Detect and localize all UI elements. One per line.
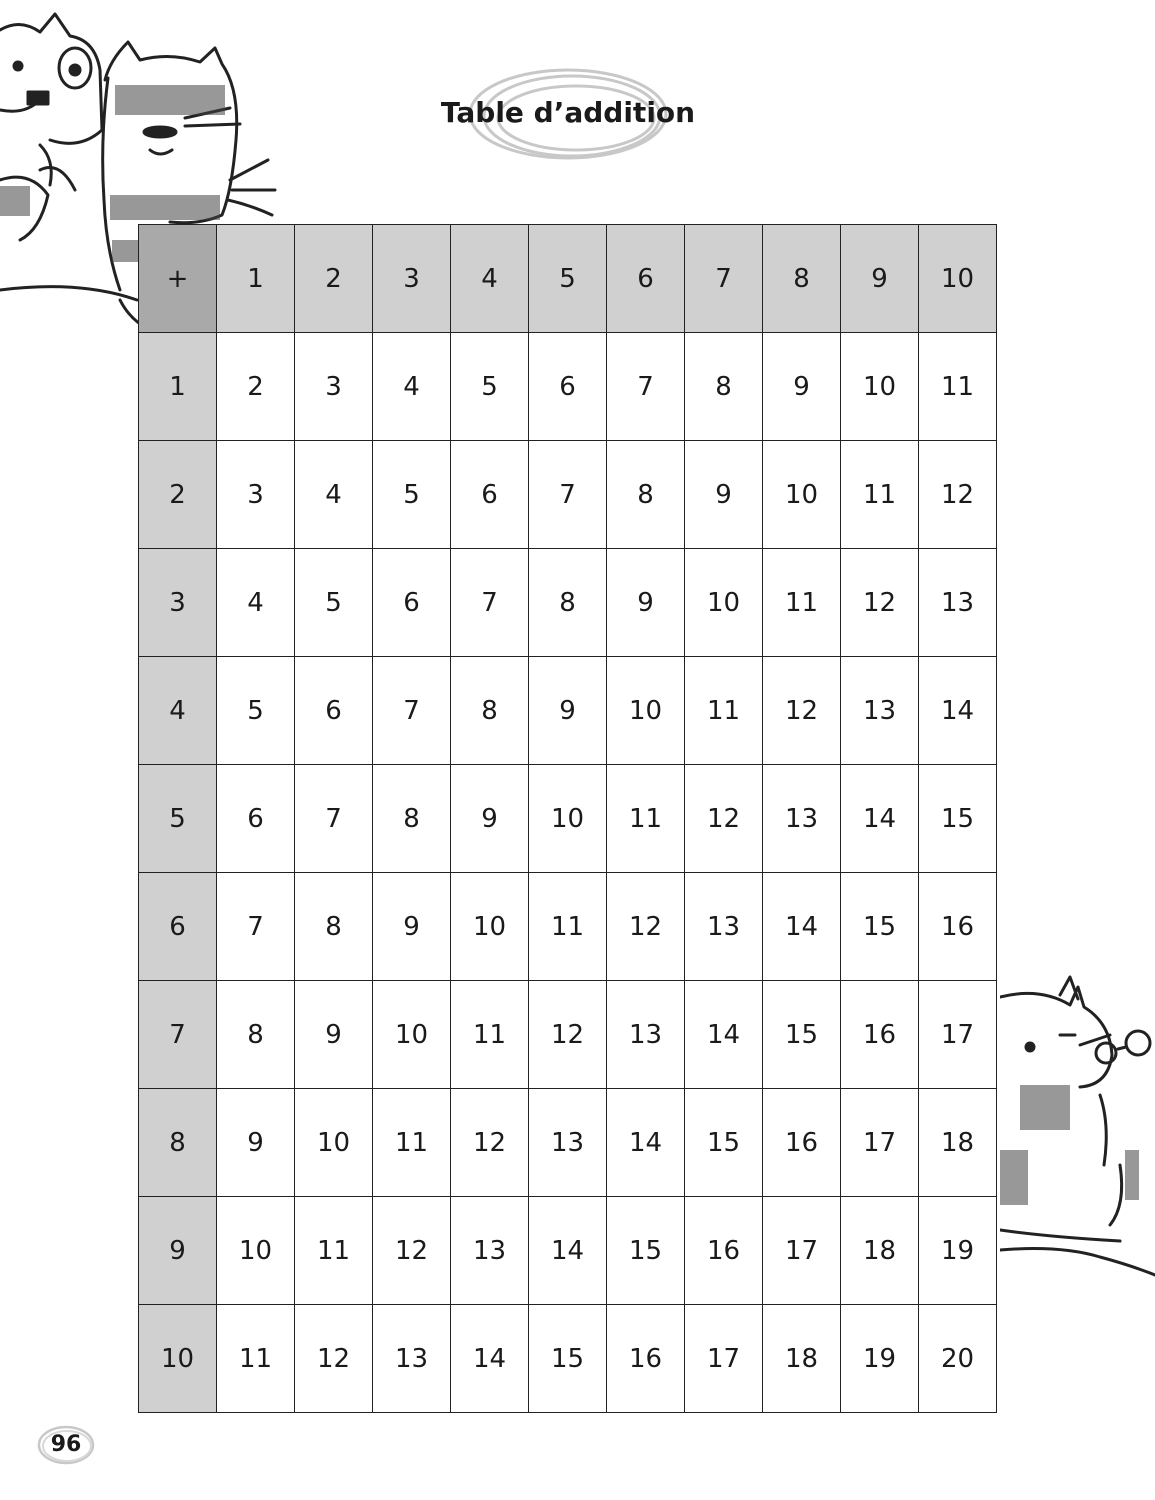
sum-cell: 11 [529,873,607,981]
sum-cell: 10 [607,657,685,765]
sum-cell: 9 [295,981,373,1089]
sum-cell: 17 [919,981,997,1089]
operator-cell: + [139,225,217,333]
sum-cell: 10 [451,873,529,981]
sum-cell: 10 [373,981,451,1089]
sum-cell: 9 [763,333,841,441]
column-header-cell: 3 [373,225,451,333]
sum-cell: 10 [685,549,763,657]
sum-cell: 7 [451,549,529,657]
sum-cell: 4 [373,333,451,441]
sum-cell: 12 [841,549,919,657]
sum-cell: 10 [763,441,841,549]
page-number: 96 [50,1432,82,1457]
row-header-cell: 1 [139,333,217,441]
column-header-cell: 5 [529,225,607,333]
sum-cell: 4 [295,441,373,549]
sum-cell: 11 [451,981,529,1089]
sum-cell: 11 [919,333,997,441]
sum-cell: 12 [451,1089,529,1197]
sum-cell: 13 [373,1305,451,1413]
sum-cell: 12 [373,1197,451,1305]
sum-cell: 13 [763,765,841,873]
column-header-cell: 9 [841,225,919,333]
sum-cell: 10 [529,765,607,873]
row-header-cell: 2 [139,441,217,549]
sum-cell: 10 [295,1089,373,1197]
sum-cell: 7 [373,657,451,765]
sum-cell: 16 [841,981,919,1089]
sum-cell: 17 [763,1197,841,1305]
sum-cell: 5 [373,441,451,549]
sum-cell: 12 [295,1305,373,1413]
sum-cell: 17 [685,1305,763,1413]
table-row [139,333,997,441]
sum-cell: 12 [529,981,607,1089]
sum-cell: 18 [763,1305,841,1413]
sum-cell: 8 [295,873,373,981]
column-header-cell: 10 [919,225,997,333]
table-row [139,981,997,1089]
sum-cell: 20 [919,1305,997,1413]
row-header-cell: 5 [139,765,217,873]
sum-cell: 6 [529,333,607,441]
sum-cell: 15 [529,1305,607,1413]
sum-cell: 9 [685,441,763,549]
sum-cell: 7 [607,333,685,441]
sum-cell: 14 [763,873,841,981]
sum-cell: 14 [529,1197,607,1305]
sum-cell: 19 [841,1305,919,1413]
sum-cell: 12 [919,441,997,549]
sum-cell: 16 [685,1197,763,1305]
sum-cell: 13 [607,981,685,1089]
sum-cell: 6 [295,657,373,765]
sum-cell: 7 [295,765,373,873]
column-header-cell: 2 [295,225,373,333]
sum-cell: 17 [841,1089,919,1197]
sum-cell: 15 [763,981,841,1089]
sum-cell: 9 [451,765,529,873]
sum-cell: 14 [841,765,919,873]
sum-cell: 10 [841,333,919,441]
sum-cell: 11 [217,1305,295,1413]
sum-cell: 12 [685,765,763,873]
sum-cell: 13 [685,873,763,981]
sum-cell: 13 [841,657,919,765]
sum-cell: 6 [451,441,529,549]
sum-cell: 11 [763,549,841,657]
column-header-cell: 1 [217,225,295,333]
sum-cell: 8 [217,981,295,1089]
row-header-cell: 4 [139,657,217,765]
sum-cell: 14 [607,1089,685,1197]
sum-cell: 13 [451,1197,529,1305]
sum-cell: 6 [373,549,451,657]
table-row [139,1089,997,1197]
sum-cell: 16 [919,873,997,981]
table-header-row [139,225,997,333]
cats-illustration-right [1000,975,1155,1285]
column-header-cell: 6 [607,225,685,333]
sum-cell: 5 [451,333,529,441]
sum-cell: 11 [841,441,919,549]
sum-cell: 14 [919,657,997,765]
sum-cell: 8 [685,333,763,441]
sum-cell: 9 [217,1089,295,1197]
table-row [139,1197,997,1305]
row-header-cell: 6 [139,873,217,981]
page-number-block [36,1424,98,1466]
row-header-cell: 7 [139,981,217,1089]
sum-cell: 18 [841,1197,919,1305]
sum-cell: 15 [685,1089,763,1197]
sum-cell: 14 [451,1305,529,1413]
sum-cell: 15 [919,765,997,873]
sum-cell: 8 [451,657,529,765]
table-row [139,657,997,765]
sum-cell: 16 [763,1089,841,1197]
sum-cell: 8 [373,765,451,873]
sum-cell: 2 [217,333,295,441]
sum-cell: 11 [295,1197,373,1305]
sum-cell: 8 [529,549,607,657]
sum-cell: 18 [919,1089,997,1197]
sum-cell: 11 [373,1089,451,1197]
row-header-cell: 9 [139,1197,217,1305]
sum-cell: 16 [607,1305,685,1413]
table-row [139,873,997,981]
title-block [440,68,720,164]
sum-cell: 13 [919,549,997,657]
sum-cell: 13 [529,1089,607,1197]
sum-cell: 3 [295,333,373,441]
table-row [139,441,997,549]
sum-cell: 12 [607,873,685,981]
row-header-cell: 10 [139,1305,217,1413]
sum-cell: 12 [763,657,841,765]
sum-cell: 7 [529,441,607,549]
sum-cell: 7 [217,873,295,981]
column-header-cell: 7 [685,225,763,333]
sum-cell: 9 [529,657,607,765]
sum-cell: 6 [217,765,295,873]
sum-cell: 15 [607,1197,685,1305]
table-row [139,1305,997,1413]
sum-cell: 8 [607,441,685,549]
sum-cell: 11 [685,657,763,765]
sum-cell: 9 [607,549,685,657]
sum-cell: 11 [607,765,685,873]
sum-cell: 3 [217,441,295,549]
sum-cell: 10 [217,1197,295,1305]
sum-cell: 5 [295,549,373,657]
sum-cell: 14 [685,981,763,1089]
sum-cell: 9 [373,873,451,981]
sum-cell: 5 [217,657,295,765]
sum-cell: 4 [217,549,295,657]
row-header-cell: 3 [139,549,217,657]
addition-table [138,224,997,1413]
sum-cell: 19 [919,1197,997,1305]
table-row [139,549,997,657]
row-header-cell: 8 [139,1089,217,1197]
table-row [139,765,997,873]
column-header-cell: 4 [451,225,529,333]
page-title: Table d’addition [440,96,696,129]
sum-cell: 15 [841,873,919,981]
column-header-cell: 8 [763,225,841,333]
